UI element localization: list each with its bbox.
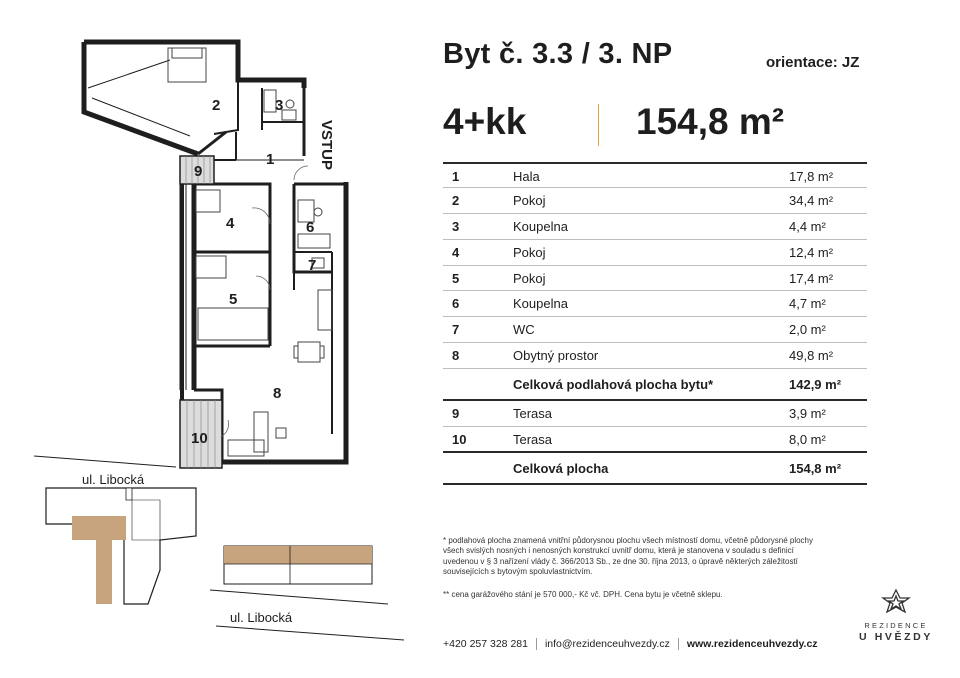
entrance-label: VSTUP — [318, 120, 335, 171]
room-number: 7 — [452, 322, 460, 338]
room-area: 34,4 m² — [789, 192, 834, 208]
room-area: 8,0 m² — [789, 432, 826, 448]
room-area: 12,4 m² — [789, 244, 834, 260]
table-row — [443, 162, 867, 188]
room-name: Obytný prostor — [513, 348, 599, 364]
room-name: Hala — [513, 169, 540, 184]
room-number: 8 — [452, 348, 460, 364]
room-number: 2 — [452, 192, 460, 208]
site-plan-street — [210, 546, 404, 640]
room-number: 4 — [452, 244, 460, 260]
room-area: 3,9 m² — [789, 406, 826, 422]
room-label: 10 — [191, 430, 208, 447]
grand-total-row — [443, 453, 867, 485]
floor-total-area: 142,9 m² — [789, 377, 842, 393]
room-label: 2 — [212, 97, 221, 114]
logo-text-bottom: U HVĚZDY — [859, 631, 933, 643]
website-link[interactable]: www.rezidenceuhvezdy.cz — [686, 638, 818, 650]
table-row — [443, 291, 867, 317]
room-name: Koupelna — [513, 296, 568, 312]
room-number: 6 — [452, 296, 460, 312]
room-label: 4 — [226, 215, 235, 232]
table-row — [443, 401, 867, 427]
table-row — [443, 427, 867, 453]
layout-type: 4+kk — [443, 101, 527, 142]
room-name: Pokoj — [513, 270, 546, 286]
table-row — [443, 317, 867, 343]
site-plan — [46, 488, 196, 604]
brand-logo — [858, 588, 934, 643]
room-number: 5 — [452, 270, 460, 286]
room-name: Pokoj — [513, 244, 546, 260]
room-label: 9 — [194, 163, 203, 180]
room-number: 1 — [452, 169, 460, 184]
room-area: 2,0 m² — [789, 322, 826, 338]
table-row — [443, 343, 867, 369]
room-name: WC — [513, 322, 535, 338]
table-row — [443, 266, 867, 292]
room-number: 10 — [452, 432, 467, 448]
room-area: 49,8 m² — [789, 348, 834, 364]
room-name: Terasa — [513, 406, 553, 422]
grand-total-label: Celková plocha — [513, 460, 609, 476]
room-name: Terasa — [513, 432, 553, 448]
floor-plan — [0, 0, 420, 678]
room-label: 1 — [266, 151, 275, 168]
email-link[interactable]: info@rezidenceuhvezdy.cz — [544, 638, 670, 650]
room-name: Koupelna — [513, 218, 568, 234]
floor-total-label: Celková podlahová plocha bytu* — [513, 377, 714, 393]
footnote-garage-price: ** cena garážového stání je 570 000,- Kč vč. DPH. Cena bytu je včetně sklepu. — [443, 590, 723, 599]
orientation: orientace: JZ — [766, 54, 860, 71]
floor-total-row — [443, 369, 867, 401]
table-row — [443, 240, 867, 266]
room-label: 8 — [273, 385, 282, 402]
room-label: 7 — [308, 257, 317, 274]
room-label: 3 — [275, 97, 284, 114]
street-label: ul. Libocká — [82, 472, 145, 487]
room-area: 4,4 m² — [789, 218, 826, 234]
apartment-title: Byt č. 3.3 / 3. NP — [443, 38, 673, 70]
contact-footer — [443, 638, 818, 650]
room-number: 9 — [452, 406, 460, 422]
room-number: 3 — [452, 218, 460, 234]
header-divider — [598, 104, 599, 146]
room-area: 17,8 m² — [789, 169, 834, 184]
room-table — [443, 162, 867, 485]
street-label: ul. Libocká — [230, 610, 293, 625]
room-label: 6 — [306, 219, 315, 236]
footer-divider — [678, 638, 679, 650]
room-label: 5 — [229, 291, 238, 308]
table-row — [443, 188, 867, 214]
footer-divider — [536, 638, 537, 650]
room-name: Pokoj — [513, 192, 546, 208]
room-area: 4,7 m² — [789, 296, 826, 312]
room-area: 17,4 m² — [789, 270, 834, 286]
table-row — [443, 214, 867, 240]
total-area-large: 154,8 m² — [636, 101, 785, 142]
footnote-floor-area: * podlahová plocha znamená vnitřní půdorysnou plochu všech místností domu, včetně půdorysné plochy všech svislých nosných i nenosných konstrukcí uvnitř domu, která je stanovena v souladu s definicí uvedenou v § 3 nařízení vlády č. 366/2013 Sb., ze dne 30. října 2013, o úpravě některých záležitostí souvisejících s bytovým spoluvlastnictvím. — [443, 536, 813, 577]
phone-number: +420 257 328 281 — [443, 638, 528, 650]
logo-text-top: REZIDENCE — [864, 621, 928, 630]
grand-total-area: 154,8 m² — [789, 460, 842, 476]
star-logo-icon — [879, 588, 913, 618]
